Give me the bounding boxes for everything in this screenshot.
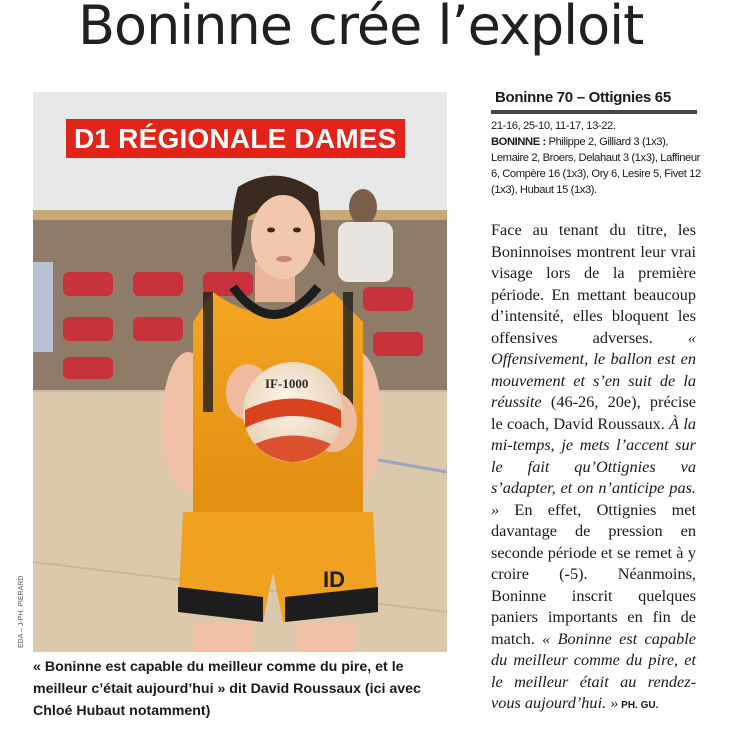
article-paragraph: En effet, Ottignies met davantage de pression en seconde période et se remet à y croire (-5). Néanmoins, Boninne inscrit quelques paniers importants en fin de match. [491, 499, 696, 648]
article-quote: « Boninne est capable du meilleur comme du pire, et le meilleur était au rendez-vous aujourd’hui. » [491, 628, 697, 712]
quarter-scores: 21-16, 25-10, 11-17, 13-22. [491, 120, 616, 132]
ball-brand-label: IF-1000 [265, 376, 309, 391]
author-signature: PH. GU. [618, 700, 659, 711]
match-score-title: Boninne 70 – Ottignies 65 [495, 89, 671, 106]
article-paragraph: (46-26, 20e), précise le coach, David Roussaux. [491, 392, 696, 433]
basketball-player-image [33, 92, 447, 652]
box-score [491, 118, 701, 198]
player-list: Philippe 2, Gilliard 3 (1x3), Lemaire 2, Broers, Delahaut 3 (1x3), Laffineur 6, Compère 16 (1x3), Ory 6, Lesire 5, Fivet 12 (1x3), Hubaut 15 (1x3). [491, 136, 701, 196]
photo-credit: EDA – J-PH. PIERARD [18, 575, 25, 648]
article-paragraph: Face au tenant du titre, les Boninnoises montrent leur vrai visage lors de la première période. En mettant beaucoup d’intensité, elles bloquent les offensives adverses. [491, 220, 696, 347]
team-name: BONINNE : [491, 136, 546, 148]
svg-text:ID: ID [323, 567, 345, 592]
player-scores [491, 134, 701, 198]
article-quote: À la mi-temps, je mets l’accent sur le fait qu’Ottignies va s’adapter, et on n’anticipe pas. » [491, 413, 696, 519]
article-headline: Boninne crée l’exploit [78, 0, 644, 57]
article-body [491, 219, 696, 717]
article-photo [33, 92, 447, 652]
score-divider [491, 110, 697, 114]
section-kicker: D1 RÉGIONALE DAMES [66, 119, 405, 158]
article-quote: « Offensivement, le ballon est en mouvement et s’en suit de la réussite [491, 327, 696, 411]
photo-caption: « Boninne est capable du meilleur comme du pire, et le meilleur c’était aujourd’hui » dit David Roussaux (ici avec Chloé Hubaut notamment) [33, 659, 421, 719]
